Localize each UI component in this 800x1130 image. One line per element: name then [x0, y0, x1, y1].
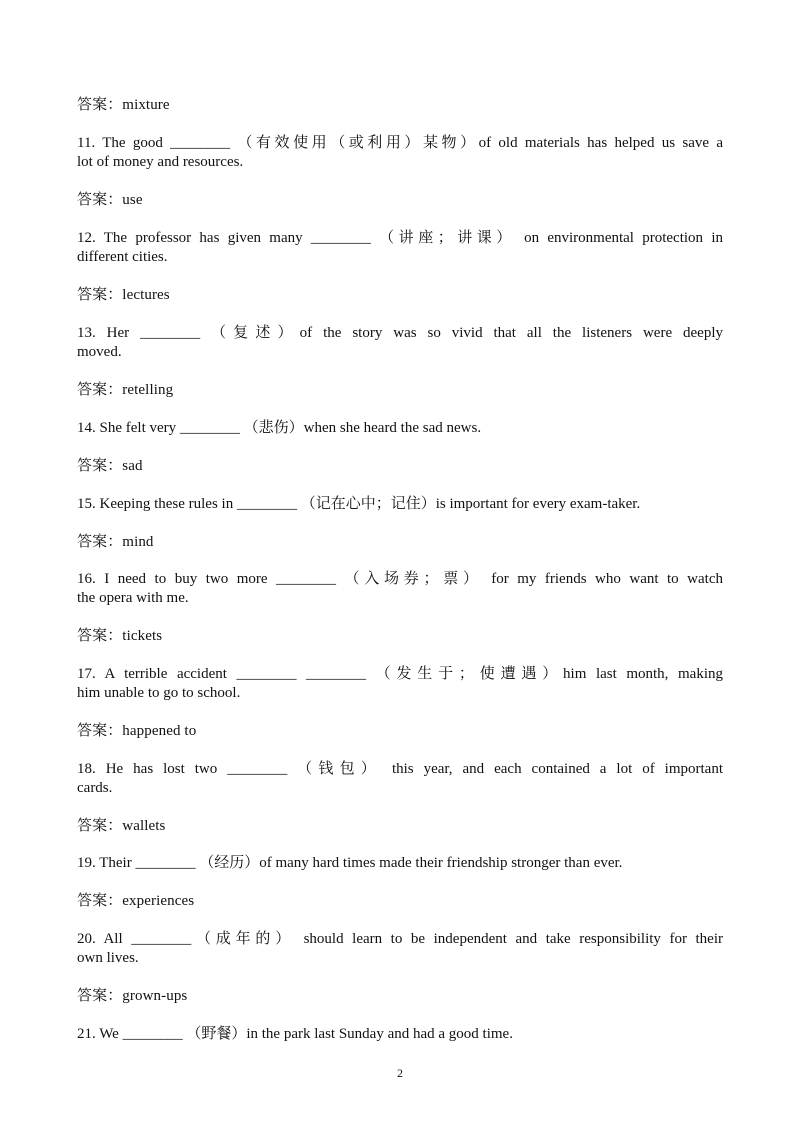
answer-20: 答案：grown-ups — [77, 988, 188, 1004]
question-19: 19. Their ________ （经历）of many hard times made their friendship stronger than ever. — [77, 855, 623, 871]
answer-10: 答案：mixture — [77, 97, 170, 113]
answer-17: 答案：happened to — [77, 723, 197, 739]
question-12-line-1: 12. The professor has given many ________ （讲座；讲课） on environmental protection in — [77, 230, 723, 246]
question-13-line-2: moved. — [77, 344, 122, 360]
question-11-line-1: 11. The good ________ （有效使用（或利用）某物）of old materials has helped us save a — [77, 135, 723, 151]
answer-16: 答案：tickets — [77, 628, 163, 644]
question-16-line-1: 16. I need to buy two more ________ （入场券；票） for my friends who want to watch — [77, 571, 723, 587]
question-17-line-2: him unable to go to school. — [77, 685, 241, 701]
question-16-line-2: the opera with me. — [77, 590, 189, 606]
answer-13: 答案：retelling — [77, 382, 174, 398]
answer-19: 答案：experiences — [77, 893, 195, 909]
question-20-line-2: own lives. — [77, 950, 139, 966]
question-18-line-2: cards. — [77, 780, 113, 796]
page-number: 2 — [397, 1066, 403, 1080]
question-12-line-2: different cities. — [77, 249, 168, 265]
question-14: 14. She felt very ________ （悲伤）when she heard the sad news. — [77, 420, 482, 436]
answer-12: 答案：lectures — [77, 287, 170, 303]
question-20-line-1: 20. All ________（成年的） should learn to be independent and take responsibility for their — [77, 931, 723, 947]
answer-11: 答案：use — [77, 192, 143, 208]
question-21: 21. We ________ （野餐）in the park last Sunday and had a good time. — [77, 1026, 513, 1042]
question-13-line-1: 13. Her ________ （复述）of the story was so vivid that all the listeners were deeply — [77, 325, 723, 341]
answer-18: 答案：wallets — [77, 818, 166, 834]
question-17-line-1: 17. A terrible accident ________ ________ （发生于；使遭遇）him last month, making — [77, 666, 723, 682]
answer-15: 答案：mind — [77, 534, 154, 550]
question-11-line-2: lot of money and resources. — [77, 154, 244, 170]
question-15: 15. Keeping these rules in ________ （记在心中；记住）is important for every exam-taker. — [77, 496, 641, 512]
question-18-line-1: 18. He has lost two ________ （钱包） this year, and each contained a lot of important — [77, 761, 723, 777]
answer-14: 答案：sad — [77, 458, 143, 474]
